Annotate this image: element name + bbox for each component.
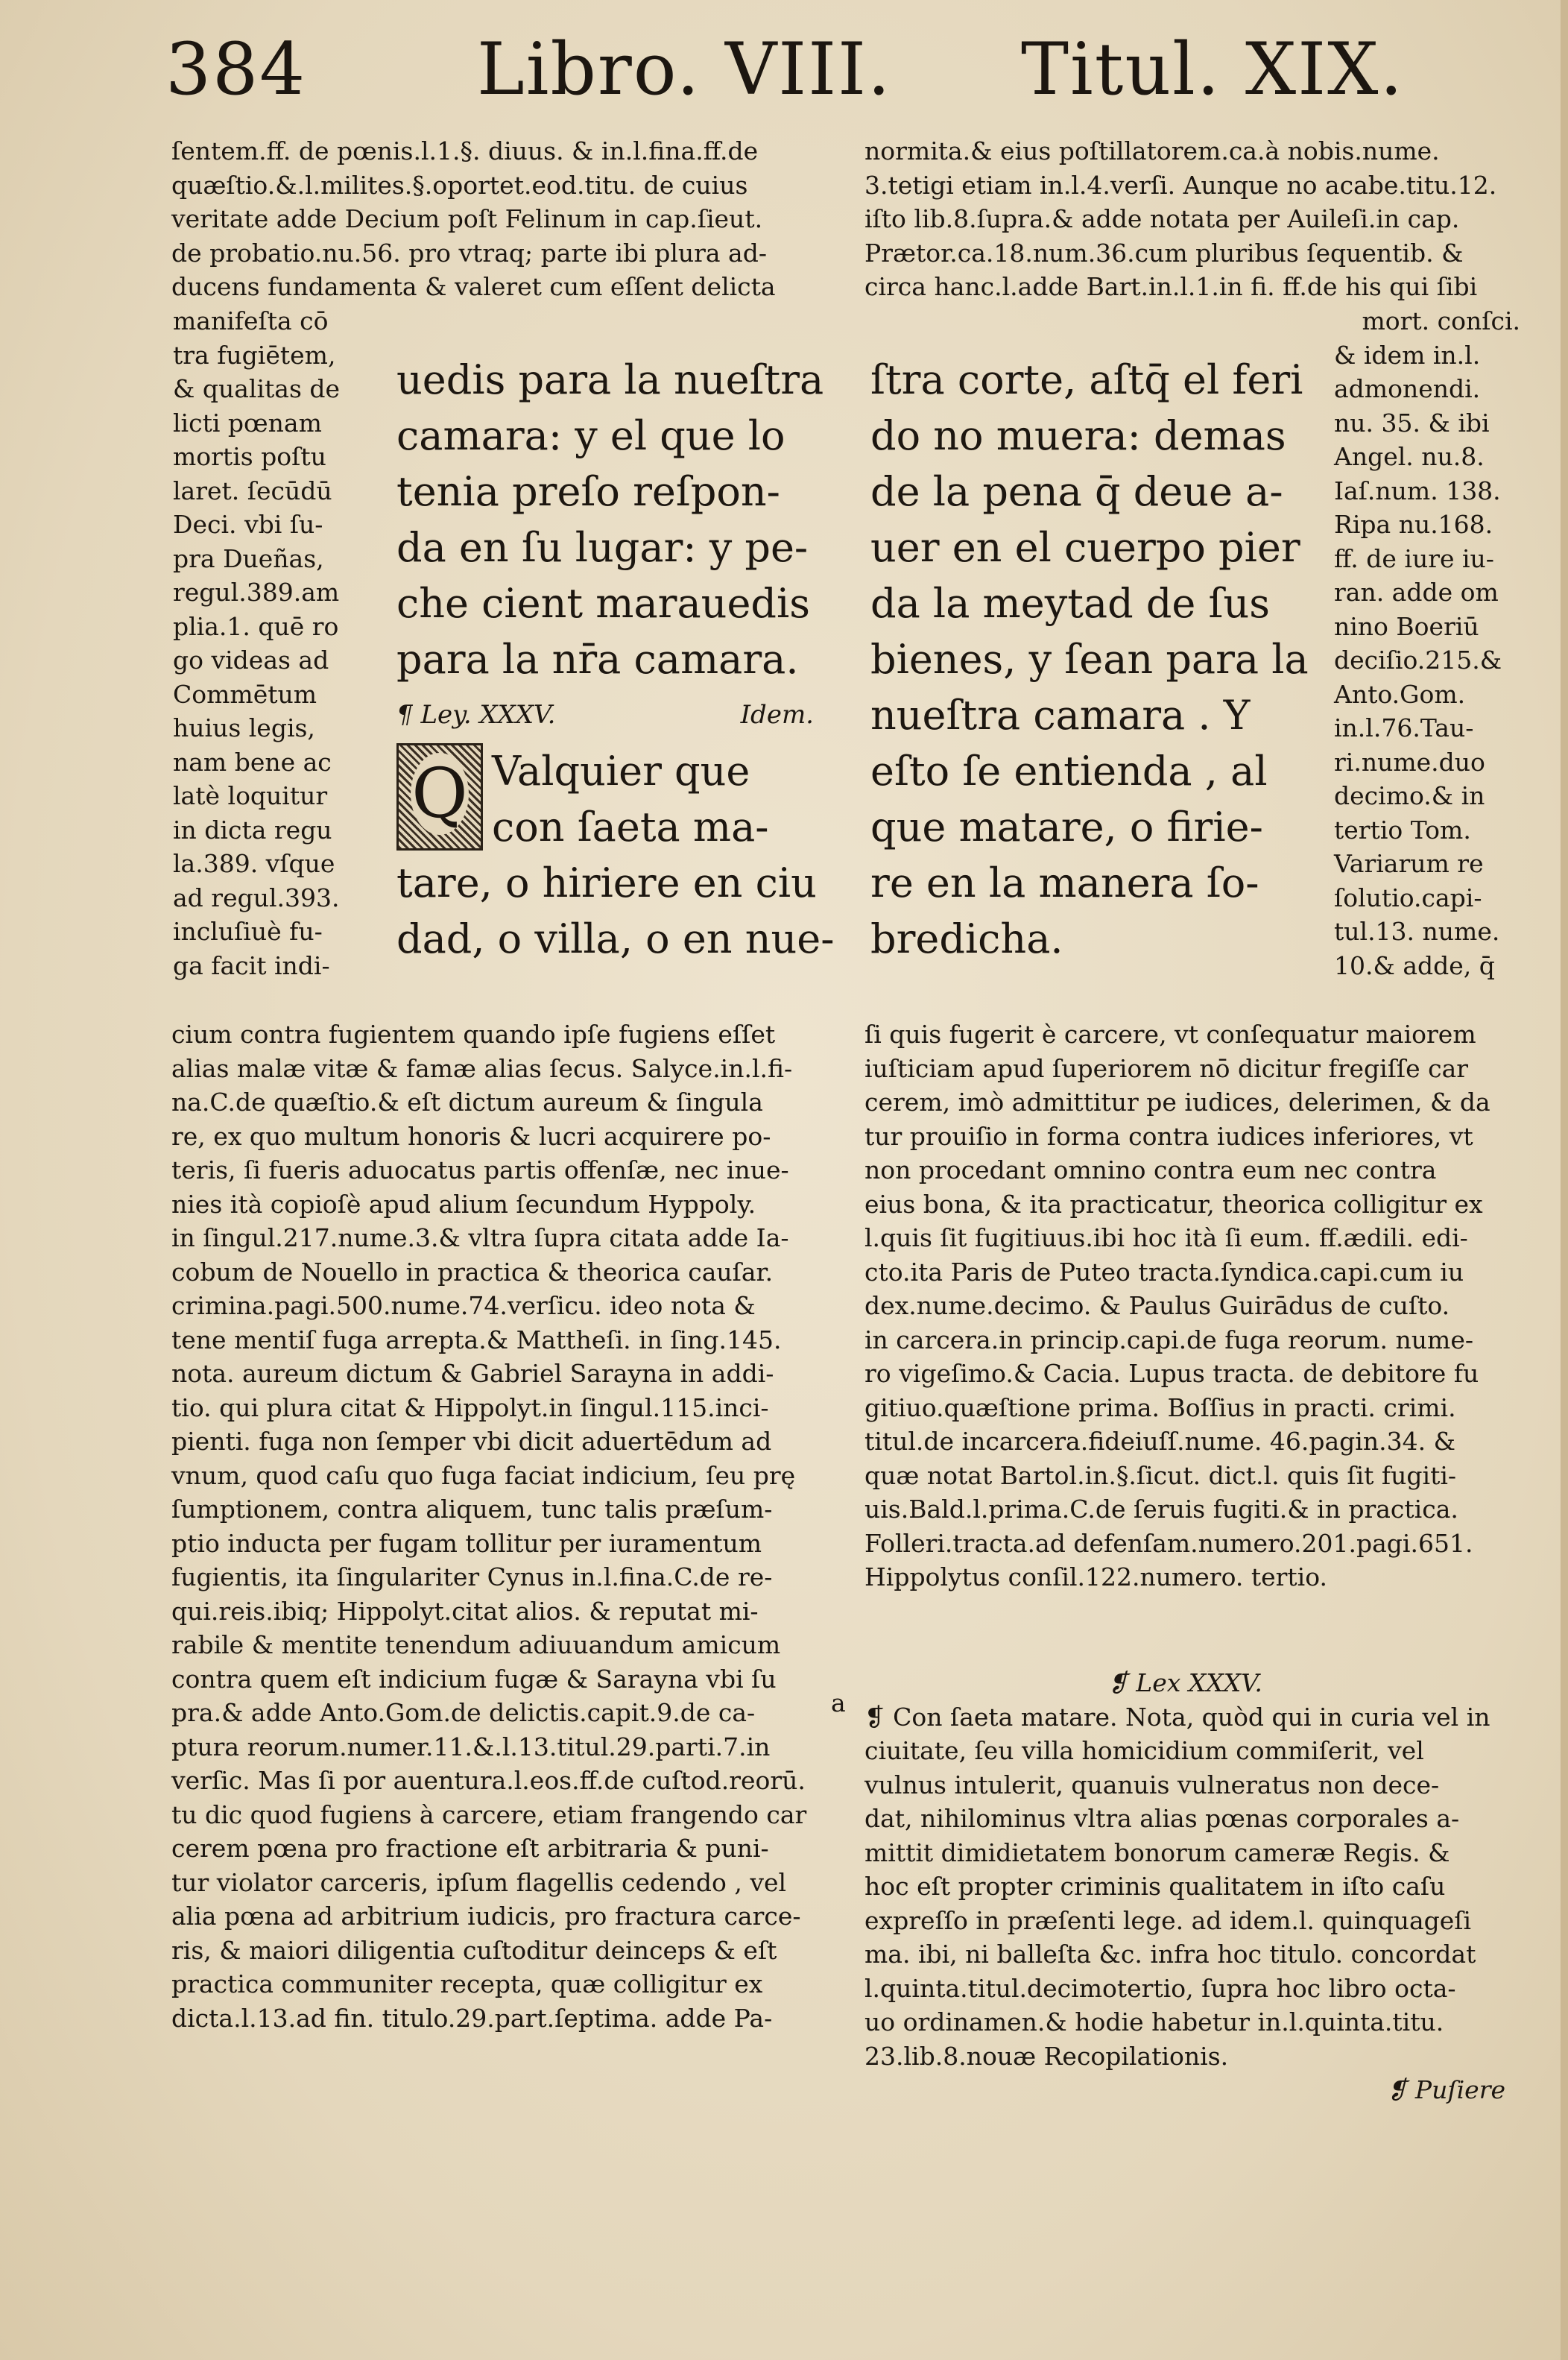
text-line: tur prouiſio in forma contra iudices inferiores, vt [864,1121,1473,1151]
text-line: pienti. fuga non ſemper vbi dicit aduertēdum ad [171,1427,772,1456]
text-line: tertio Tom. [1334,815,1471,845]
text-line: ptio inducta per fugam tollitur per iuramentum [171,1528,762,1558]
text-line: na.C.de quæſtio.& eſt dictum aureum & ſingula [171,1088,763,1117]
left-margin-gloss [173,304,359,982]
text-line: gitiuo.quæſtione prima. Boſſius in practi. crimi. [864,1392,1456,1422]
law-line: para la nr̄a camara. [396,636,799,683]
text-line: crimina.pagi.500.nume.74.verſicu. ideo nota & [171,1291,756,1320]
decorated-initial [396,743,483,851]
law-line: camara: y el que lo [396,412,785,459]
text-line: ff. de iure iu- [1334,543,1494,573]
text-line: fugientis, ita ſingulariter Cynus in.l.fina.C.de re- [171,1562,773,1591]
initial-letter: Q [411,754,468,833]
text-line: expreſſo in præſenti lege. ad idem.l. quinquageſi [864,1905,1472,1935]
text-line: Anto.Gom. [1334,679,1466,709]
text-line: eius bona, & ita practicatur, theorica colligitur ex [864,1189,1483,1219]
text-line: Ripa nu.168. [1334,510,1493,539]
text-line: pra.& adde Anto.Gom.de delictis.capit.9.de ca- [171,1698,756,1727]
law-line: do no muera: demas [870,412,1286,459]
text-line: l.quis ſit fugitiuus.ibi hoc ità ſi eum. ff.ædili. edi- [864,1223,1468,1252]
text-line: tu dic quod fugiens à carcere, etiam frangendo car [171,1799,807,1829]
text-line: Angel. nu.8. [1334,442,1485,471]
law-line: bienes, y ſean para la [870,636,1309,683]
law-text-right [870,352,1309,967]
law-line: que matare, o firie- [870,804,1263,851]
title-heading: Titul. XIX. [1021,28,1404,111]
text-line: in ſingul.217.nume.3.& vltra ſupra citata adde Ia- [171,1223,789,1252]
text-line: 3.tetigi etiam in.l.4.verſi. Aunque no acabe.titu.12. [864,170,1497,200]
page-edge [1561,0,1568,2360]
text-line: huius legis, [173,713,315,742]
law-heading [396,687,814,743]
text-line: Variarum re [1334,849,1484,878]
text-line: decimo.& in [1334,781,1485,810]
law-line: da la meytad de ſus [870,580,1271,627]
law-line: dad, o villa, o en nue- [396,915,835,962]
law-line: eſto ſe entienda , al [870,748,1268,795]
text-line: manifeſta cō [173,306,329,335]
text-line: ducens fundamenta & valeret cum eſſent delicta [171,272,776,301]
text-line: tio. qui plura citat & Hippolyt.in ſingul.115.inci- [171,1392,769,1422]
law-line: tenia preſo reſpon- [396,468,780,515]
text-line: dicta.l.13.ad fin. titulo.29.part.ſeptima. adde Pa- [171,2003,773,2033]
text-line: in dicta regu [173,815,332,845]
text-line: ciuitate, ſeu villa homicidium commiſerit, vel [864,1736,1424,1765]
text-line: & idem in.l. [1334,340,1481,370]
text-line: cium contra fugientem quando ipſe fugiens eſſet [171,1020,776,1049]
text-line: nies ità copioſè apud alium ſecundum Hyppoly. [171,1189,756,1219]
gloss-heading: ❡ Lex XXXV. [1107,1668,1262,1697]
text-line: practica communiter recepta, quæ colligitur ex [171,1969,763,1998]
text-line: qui.reis.ibiq; Hippolyt.citat alios. & reputat mi- [171,1596,759,1626]
law-body-start [396,743,835,967]
text-line: mittit dimidietatem bonorum cameræ Regis. & [864,1837,1450,1867]
text-line: nam bene ac [173,747,332,777]
text-line: laret. ſecūdū [173,476,332,505]
text-line: rabile & mentite tenendum adiuuandum amicum [171,1630,781,1659]
text-line: alias malæ vitæ & famæ alias ſecus. Salyce.in.l.fi- [171,1053,793,1083]
text-line: Prætor.ca.18.num.36.cum pluribus ſequentib. & [864,238,1464,268]
text-line: pra Dueñas, [173,543,324,573]
text-line: incluſiuè fu- [173,917,323,946]
text-line: tul.13. nume. [1334,917,1500,946]
text-line: non procedant omnino contra eum nec contra [864,1155,1437,1184]
text-line: contra quem eſt indicium fugæ & Sarayna vbi ſu [171,1664,777,1694]
book-title: Libro. VIII. [477,28,892,111]
law-line: uer en el cuerpo pier [870,524,1300,571]
text-line: & qualitas de [173,374,341,403]
page-header [0,21,1568,118]
right-top-commentary [864,134,1505,304]
text-line: quæ notat Bartol.in.§.ſicut. dict.l. quis ſit fugiti- [864,1460,1457,1490]
text-line: circa hanc.l.adde Bart.in.l.1.in fi. ff.de his qui ſibi [864,272,1478,301]
text-line: ſumptionem, contra aliquem, tunc talis præſum- [171,1495,773,1524]
text-line: dex.nume.decimo. & Paulus Guirādus de cuſto. [864,1291,1450,1320]
text-line: alia pœna ad arbitrium iudicis, pro fractura carce- [171,1902,801,1931]
text-line: nota. aureum dictum & Gabriel Sarayna in addi- [171,1359,774,1388]
text-line: uis.Bald.l.prima.C.de ſeruis fugiti.& in practica. [864,1495,1458,1524]
law-line: re en la manera ſo- [870,859,1259,906]
text-line: 23.lib.8.nouæ Recopilationis. [864,2041,1229,2071]
text-line: vulnus intulerit, quanuis vulneratus non dece- [864,1770,1440,1799]
text-line: hoc eſt propter criminis qualitatem in iſto caſu [864,1872,1446,1901]
text-line: iuſticiam apud ſuperiorem nō dicitur fregiſſe car [864,1053,1469,1083]
gloss-reference-marker: a [831,1688,846,1717]
left-bottom-commentary [171,1017,812,2035]
text-line: ſolutio.capi- [1334,883,1482,912]
text-line: ſi quis fugerit è carcere, vt conſequatur maiorem [864,1020,1476,1049]
right-middle-commentary [864,1017,1505,1594]
law-line: ſtra corte, aſtq̄ el feri [870,356,1303,403]
text-line: ad regul.393. [173,883,340,912]
law-line: nueſtra camara . Y [870,692,1251,739]
text-line: verſic. Mas ſi por auentura.l.eos.ff.de cuſtod.reorū. [171,1766,806,1795]
text-line: tene mentiſ fuga arrepta.& Mattheſi. in ſing.145. [171,1325,782,1354]
text-line: Commētum [173,679,317,709]
text-line: ro vigeſimo.& Cacia. Lupus tracta. de debitore fu [864,1359,1479,1388]
text-line: 10.& adde, q̄ [1334,950,1495,980]
text-line: ri.nume.duo [1334,747,1485,777]
page-number: 384 [165,28,307,111]
text-line: Deci. vbi ſu- [173,510,323,539]
text-line: in carcera.in princip.capi.de fuga reorum. nume- [864,1325,1474,1354]
text-line: titul.de incarcera.fideiuſſ.nume. 46.pagin.34. & [864,1427,1455,1456]
text-line: ſentem.ff. de pœnis.l.1.§. diuus. & in.l.fina.ff.de [171,136,759,165]
text-line: teris, ſi fueris aduocatus partis offenſæ, nec inue- [171,1155,789,1184]
text-line: de probatio.nu.56. pro vtraq; parte ibi plura ad- [171,238,768,268]
law-line: bredicha. [870,915,1063,962]
law-gloss [864,1666,1505,2107]
text-line: la.389. vſque [173,849,335,878]
text-line: ptura reorum.numer.11.&.l.13.titul.29.parti.7.in [171,1732,771,1761]
law-line: uedis para la nueſtra [396,356,824,403]
text-line: normita.& eius poſtillatorem.ca.à nobis.nume. [864,136,1440,165]
text-line: vnum, quod caſu quo fuga faciat indicium, ſeu prę [171,1460,796,1490]
text-line: re, ex quo multum honoris & lucri acquirere po- [171,1121,771,1151]
text-line: plia.1. quē ro [173,611,339,641]
text-line: dat, nihilominus vltra alias pœnas corporales a- [864,1804,1460,1833]
text-line: Hippolytus conſil.122.numero. tertio. [864,1562,1328,1591]
law-line: da en ſu lugar: y pe- [396,524,809,571]
text-line: tur violator carceris, ipſum flagellis cedendo , vel [171,1867,787,1897]
text-line: cerem pœna pro fractione eſt arbitraria & puni- [171,1834,769,1863]
text-line: mortis poſtu [173,442,326,471]
text-line: iſto lib.8.ſupra.& adde notata per Auileſi.in cap. [864,204,1460,233]
text-line: ma. ibi, ni balleſta &c. infra hoc titulo. concordat [864,1940,1476,1969]
text-line: go videas ad [173,646,329,675]
text-line: nino Boeriū [1334,611,1479,641]
law-line: con ſaeta ma- [492,804,769,851]
catchword: ❡ Puſiere [1386,2075,1505,2104]
law-heading-idem: Idem. [740,700,814,730]
text-line: Folleri.tracta.ad defenſam.numero.201.pagi.651. [864,1528,1473,1558]
text-line: deciſio.215.& [1334,646,1502,675]
text-line: quæſtio.&.l.milites.§.oportet.eod.titu. de cuius [171,170,748,200]
text-line: ❡ Con ſaeta matare. Nota, quòd qui in curia vel in [864,1702,1490,1732]
text-line: ran. adde om [1334,578,1499,607]
text-line: cto.ita Paris de Puteo tracta.ſyndica.capi.cum iu [864,1257,1464,1287]
law-line: che cient marauedis [396,580,810,627]
law-line: tare, o hiriere en ciu [396,859,817,906]
left-top-commentary [171,134,842,304]
text-line: tra fugiētem, [173,340,336,370]
text-line: cerem, imò admittitur pe iudices, delerimen, & da [864,1088,1490,1117]
text-line: nu. 35. & ibi [1334,408,1490,438]
text-line: admonendi. [1334,374,1481,403]
text-line: uo ordinamen.& hodie habetur in.l.quinta.titu. [864,2007,1444,2036]
text-line: regul.389.am [173,578,340,607]
text-line: in.l.76.Tau- [1334,713,1474,742]
text-line: cobum de Nouello in practica & theorica cauſar. [171,1257,774,1287]
text-line: Iaſ.num. 138. [1334,476,1501,505]
law-text-left [396,352,835,967]
law-line: de la pena q̄ deue a- [870,468,1283,515]
text-line: ris, & maiori diligentia cuſtoditur deinceps & eſt [171,1935,777,1965]
text-line: l.quinta.titul.decimotertio, ſupra hoc libro octa- [864,1973,1456,2003]
law-line: Valquier que [492,748,750,795]
text-line: veritate adde Decium poſt Felinum in cap.ſieut. [171,204,763,233]
text-line: licti pœnam [173,408,322,438]
law-heading-label: ¶ Ley. XXXV. [396,700,556,730]
right-margin-gloss [1334,304,1520,982]
text-line: ga facit indi- [173,950,330,980]
text-line: mort. conſci. [1362,306,1520,335]
text-line: latè loquitur [173,781,328,810]
